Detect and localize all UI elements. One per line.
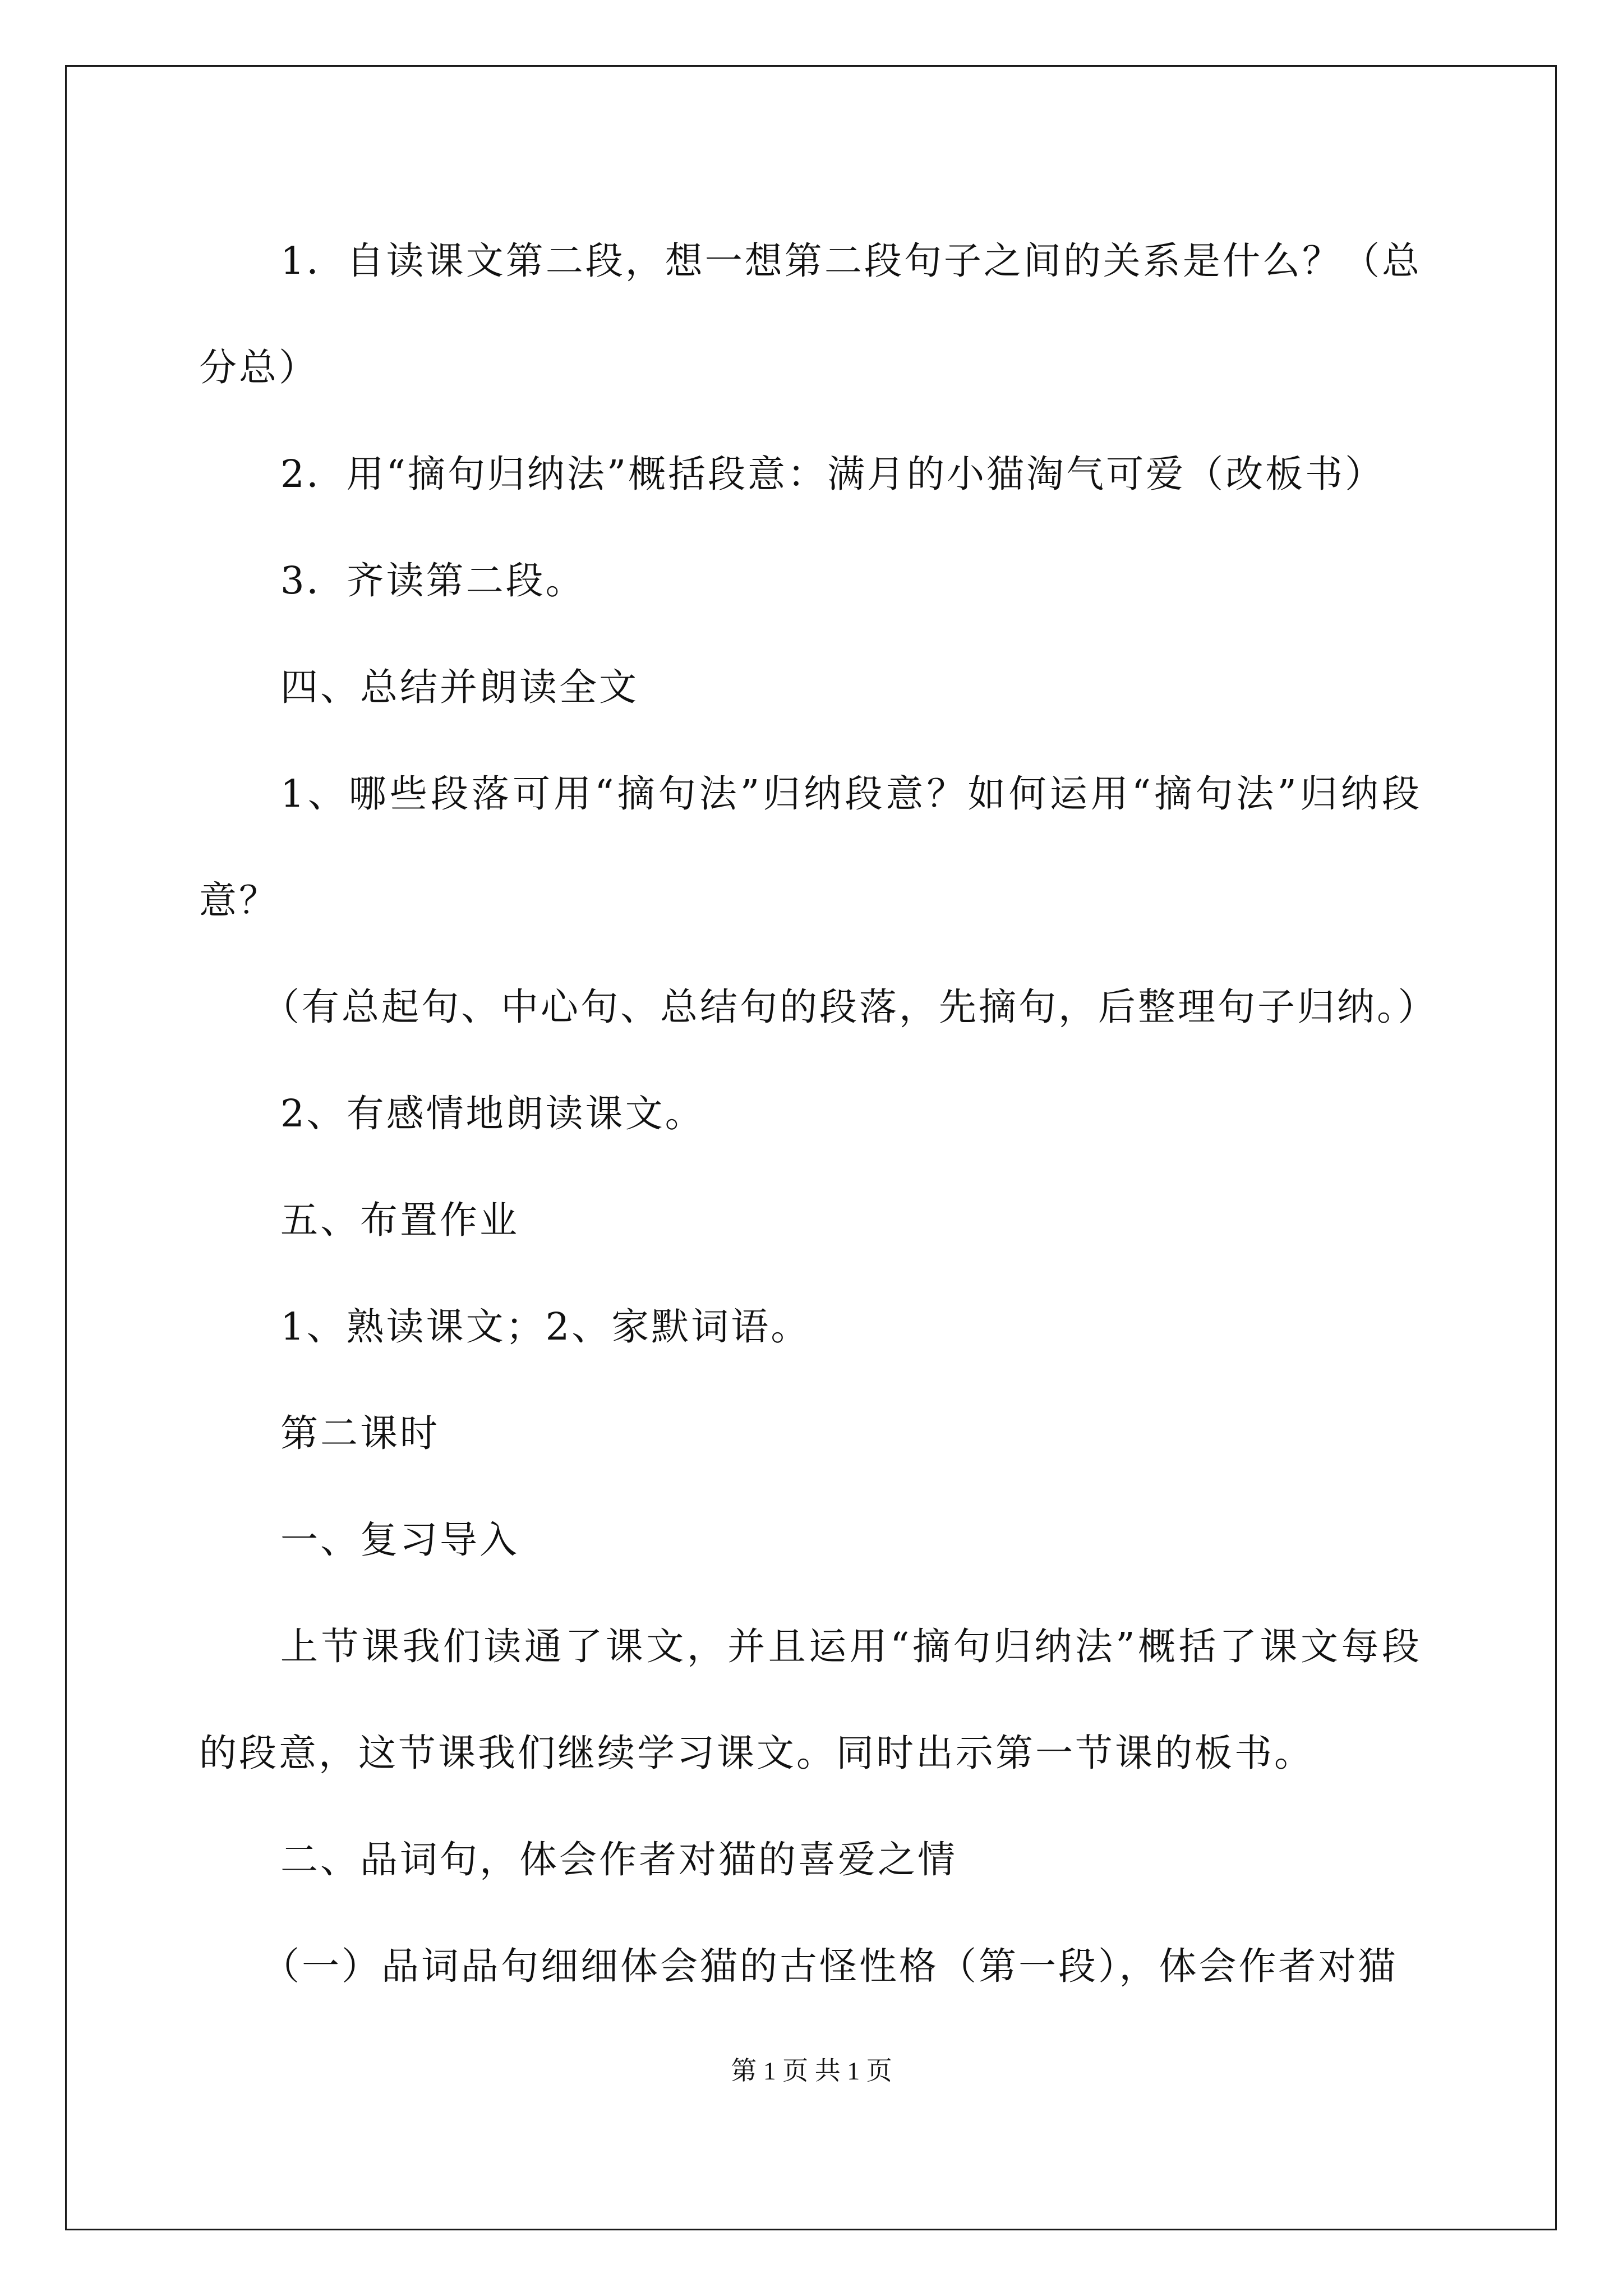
paragraph-3: 3．齐读第二段。 xyxy=(280,559,585,602)
section-heading-2: 二、品词句，体会作者对猫的喜爱之情 xyxy=(280,1838,957,1881)
page-footer: 第 1 页 共 1 页 xyxy=(731,2056,892,2085)
document-body xyxy=(199,208,1438,2019)
lesson-heading: 第二课时 xyxy=(280,1411,440,1455)
paragraph-6: （有总起句、中心句、总结句的段落，先摘句，后整理句子归纳。） xyxy=(262,985,1438,1029)
paragraph-14: （一）品词品句细细体会猫的古怪性格（第一段），体会作者对猫 xyxy=(262,1944,1398,1988)
section-heading-4: 四、总结并朗读全文 xyxy=(280,665,639,709)
paragraph-2: 2．用“摘句归纳法”概括段意：满月的小猫淘气可爱（改板书） xyxy=(280,452,1385,496)
paragraph-1: 1．自读课文第二段，想一想第二段句子之间的关系是什么？（总分总） xyxy=(199,239,1422,389)
paragraph-12: 上节课我们读通了课文，并且运用“摘句归纳法”概括了课文每段的段意，这节课我们继续学习课文。同时出示第一节课的板书。 xyxy=(199,1625,1422,1775)
paragraph-9: 1、熟读课文；2、家默词语。 xyxy=(280,1305,811,1349)
paragraph-7: 2、有感情地朗读课文。 xyxy=(280,1092,705,1135)
paragraph-5: 1、哪些段落可用“摘句法”归纳段意？如何运用“摘句法”归纳段意？ xyxy=(199,772,1422,922)
section-heading-5: 五、布置作业 xyxy=(280,1198,519,1242)
section-heading-1: 一、复习导入 xyxy=(280,1518,519,1562)
